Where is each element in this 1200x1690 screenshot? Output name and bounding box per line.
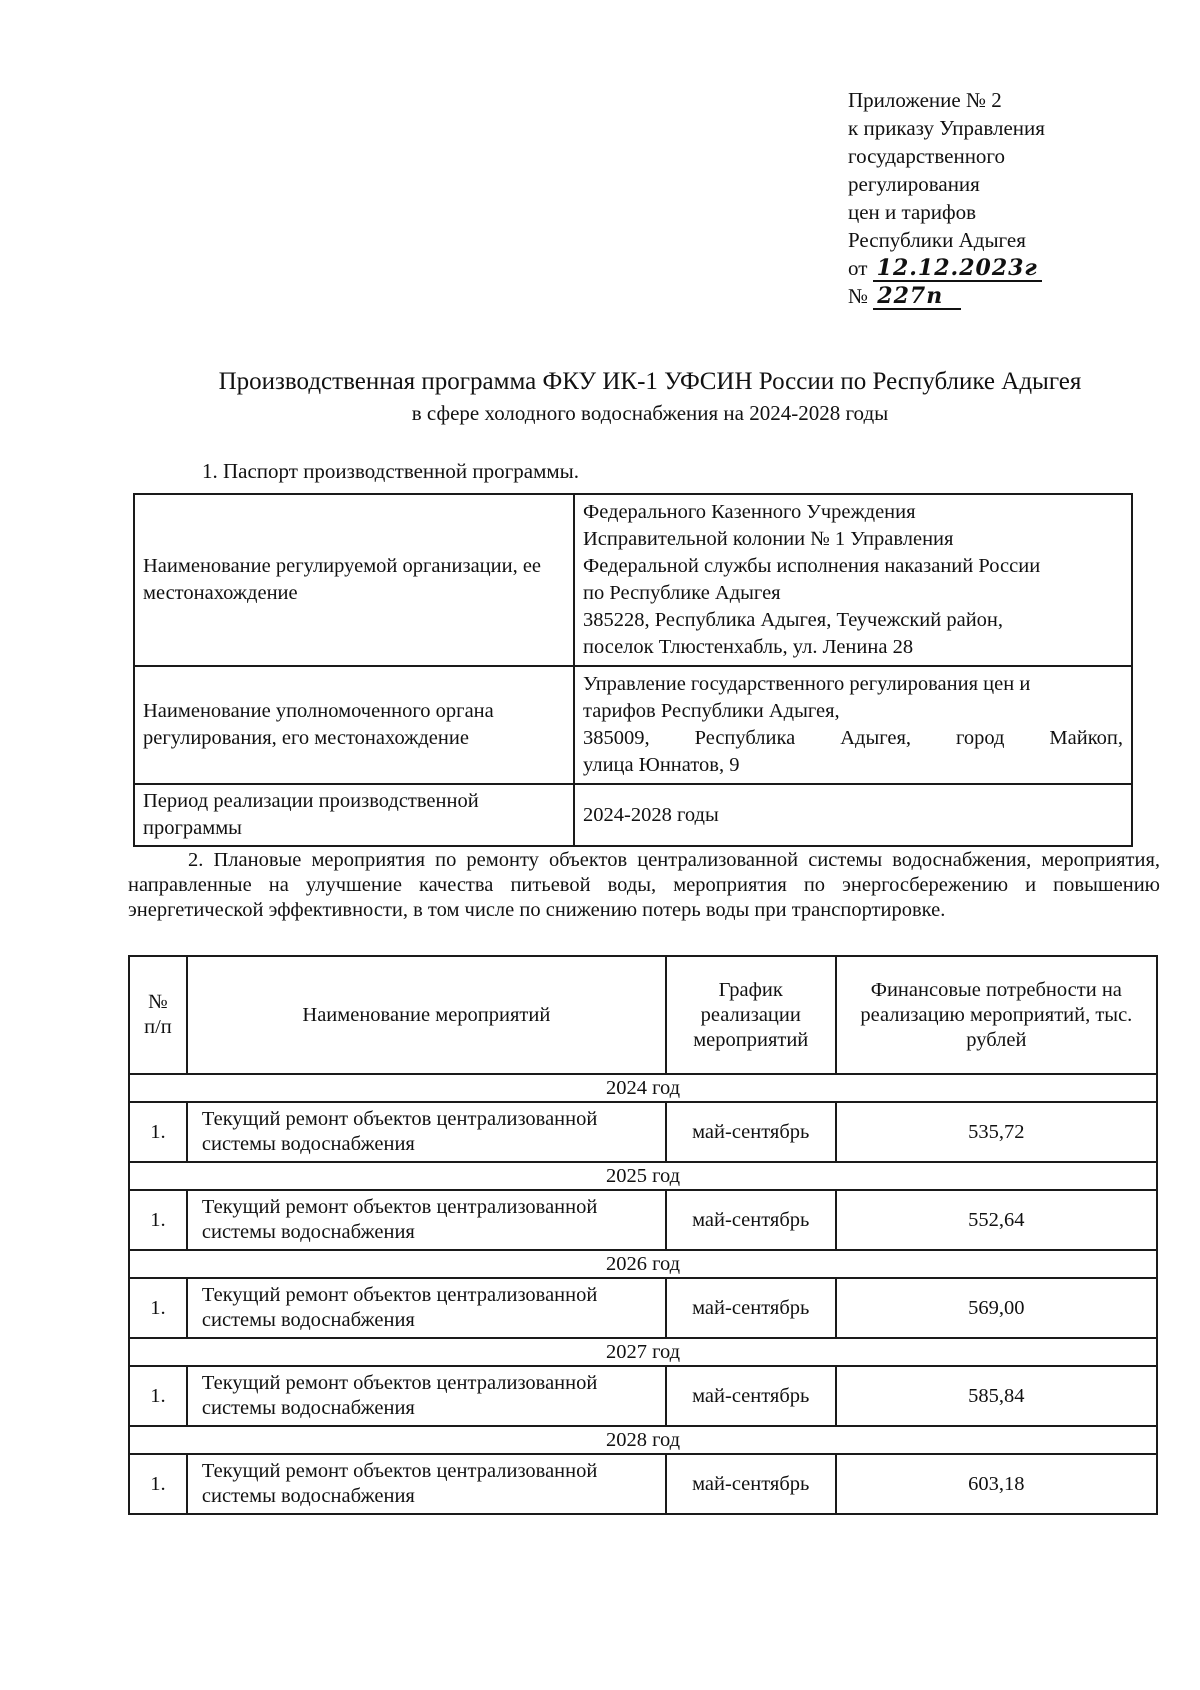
year-label: 2024 год: [129, 1074, 1157, 1102]
passport-value-line: тарифов Республики Адыгея,: [583, 700, 840, 722]
date-prefix: от: [848, 256, 868, 280]
item-amount: 569,00: [836, 1278, 1157, 1338]
item-num: 1.: [129, 1366, 187, 1426]
header-num: № п/п: [129, 956, 187, 1074]
item-schedule: май-сентябрь: [666, 1102, 836, 1162]
year-label: 2027 год: [129, 1338, 1157, 1366]
passport-value-line: Федерального Казенного Учреждения: [583, 501, 916, 523]
document-subtitle: в сфере холодного водоснабжения на 2024-2028 годы: [411, 401, 889, 425]
item-schedule: май-сентябрь: [666, 1190, 836, 1250]
item-name: Текущий ремонт объектов централизованной системы водоснабжения: [187, 1102, 666, 1162]
year-row: [129, 1338, 1157, 1366]
passport-value: [574, 784, 1132, 846]
item-name: Текущий ремонт объектов централизованной системы водоснабжения: [187, 1454, 666, 1514]
appendix-line: цен и тарифов: [848, 200, 977, 224]
appendix-line: Приложение № 2: [848, 88, 1002, 112]
item-amount: 603,18: [836, 1454, 1157, 1514]
item-amount: 585,84: [836, 1366, 1157, 1426]
appendix-block: [848, 86, 1168, 310]
table-row: [129, 1278, 1157, 1338]
table-row: [134, 494, 1132, 666]
table-row: [129, 1102, 1157, 1162]
item-schedule: май-сентябрь: [666, 1454, 836, 1514]
appendix-line: государственного: [848, 144, 1006, 168]
appendix-line: Республики Адыгея: [848, 228, 1026, 252]
document-title: Производственная программа ФКУ ИК-1 УФСИН России по Республике Адыгея: [218, 368, 1082, 395]
passport-value-line: 385009, Республика Адыгея, город Майкоп,: [583, 727, 1123, 749]
item-num: 1.: [129, 1102, 187, 1162]
table-row: [134, 666, 1132, 784]
item-schedule: май-сентябрь: [666, 1278, 836, 1338]
measures-table: [128, 955, 1158, 1515]
section2-paragraph: 2. Плановые мероприятия по ремонту объектов централизованной системы водоснабжения, мероприятия, направленные на улучшение качества питьевой воды, мероприятия по энергосбережению и повышению энергетической эффективности, в том числе по снижению потерь воды при транспортировке.: [128, 849, 1160, 921]
table-row: [129, 1190, 1157, 1250]
appendix-line: регулирования: [848, 172, 980, 196]
passport-value-line: улица Юннатов, 9: [583, 754, 740, 776]
item-name: Текущий ремонт объектов централизованной системы водоснабжения: [187, 1190, 666, 1250]
passport-value: [574, 494, 1132, 666]
handwritten-number: 227п: [873, 284, 961, 310]
passport-value-line: Федеральной службы исполнения наказаний России: [583, 555, 1041, 577]
passport-table: [133, 493, 1133, 847]
passport-value-line: Исправительной колонии № 1 Управления: [583, 528, 954, 550]
item-amount: 535,72: [836, 1102, 1157, 1162]
header-name: Наименование мероприятий: [187, 956, 666, 1074]
appendix-date-line: [848, 254, 1168, 282]
passport-value: [574, 666, 1132, 784]
appendix-number-line: [848, 282, 1168, 310]
table-row: [134, 784, 1132, 846]
table-row: [129, 1454, 1157, 1514]
table-row: [129, 1366, 1157, 1426]
passport-value-line: поселок Тлюстенхабль, ул. Ленина 28: [583, 636, 914, 658]
passport-value-line: Управление государственного регулирования цен и: [583, 673, 1031, 695]
item-num: 1.: [129, 1278, 187, 1338]
year-row: [129, 1426, 1157, 1454]
appendix-line: к приказу Управления: [848, 116, 1045, 140]
year-row: [129, 1250, 1157, 1278]
passport-label: Наименование уполномоченного органа регулирования, его местонахождение: [134, 666, 574, 784]
item-name: Текущий ремонт объектов централизованной системы водоснабжения: [187, 1366, 666, 1426]
year-label: 2026 год: [129, 1250, 1157, 1278]
item-amount: 552,64: [836, 1190, 1157, 1250]
section1-heading: 1. Паспорт производственной программы.: [202, 459, 580, 483]
year-row: [129, 1162, 1157, 1190]
number-prefix: №: [848, 284, 869, 308]
item-num: 1.: [129, 1190, 187, 1250]
table-header-row: [129, 956, 1157, 1074]
item-num: 1.: [129, 1454, 187, 1514]
passport-label: Наименование регулируемой организации, ее местонахождение: [134, 494, 574, 666]
header-schedule: График реализации мероприятий: [666, 956, 836, 1074]
year-row: [129, 1074, 1157, 1102]
handwritten-date: 12.12.2023г: [873, 256, 1042, 282]
year-label: 2028 год: [129, 1426, 1157, 1454]
year-label: 2025 год: [129, 1162, 1157, 1190]
item-schedule: май-сентябрь: [666, 1366, 836, 1426]
passport-value-line: по Республике Адыгея: [583, 582, 781, 604]
header-finance: Финансовые потребности на реализацию мероприятий, тыс. рублей: [836, 956, 1157, 1074]
item-name: Текущий ремонт объектов централизованной системы водоснабжения: [187, 1278, 666, 1338]
passport-label: Период реализации производственной программы: [134, 784, 574, 846]
passport-value-line: 2024-2028 годы: [583, 803, 719, 826]
passport-value-line: 385228, Республика Адыгея, Теучежский район,: [583, 609, 1004, 631]
